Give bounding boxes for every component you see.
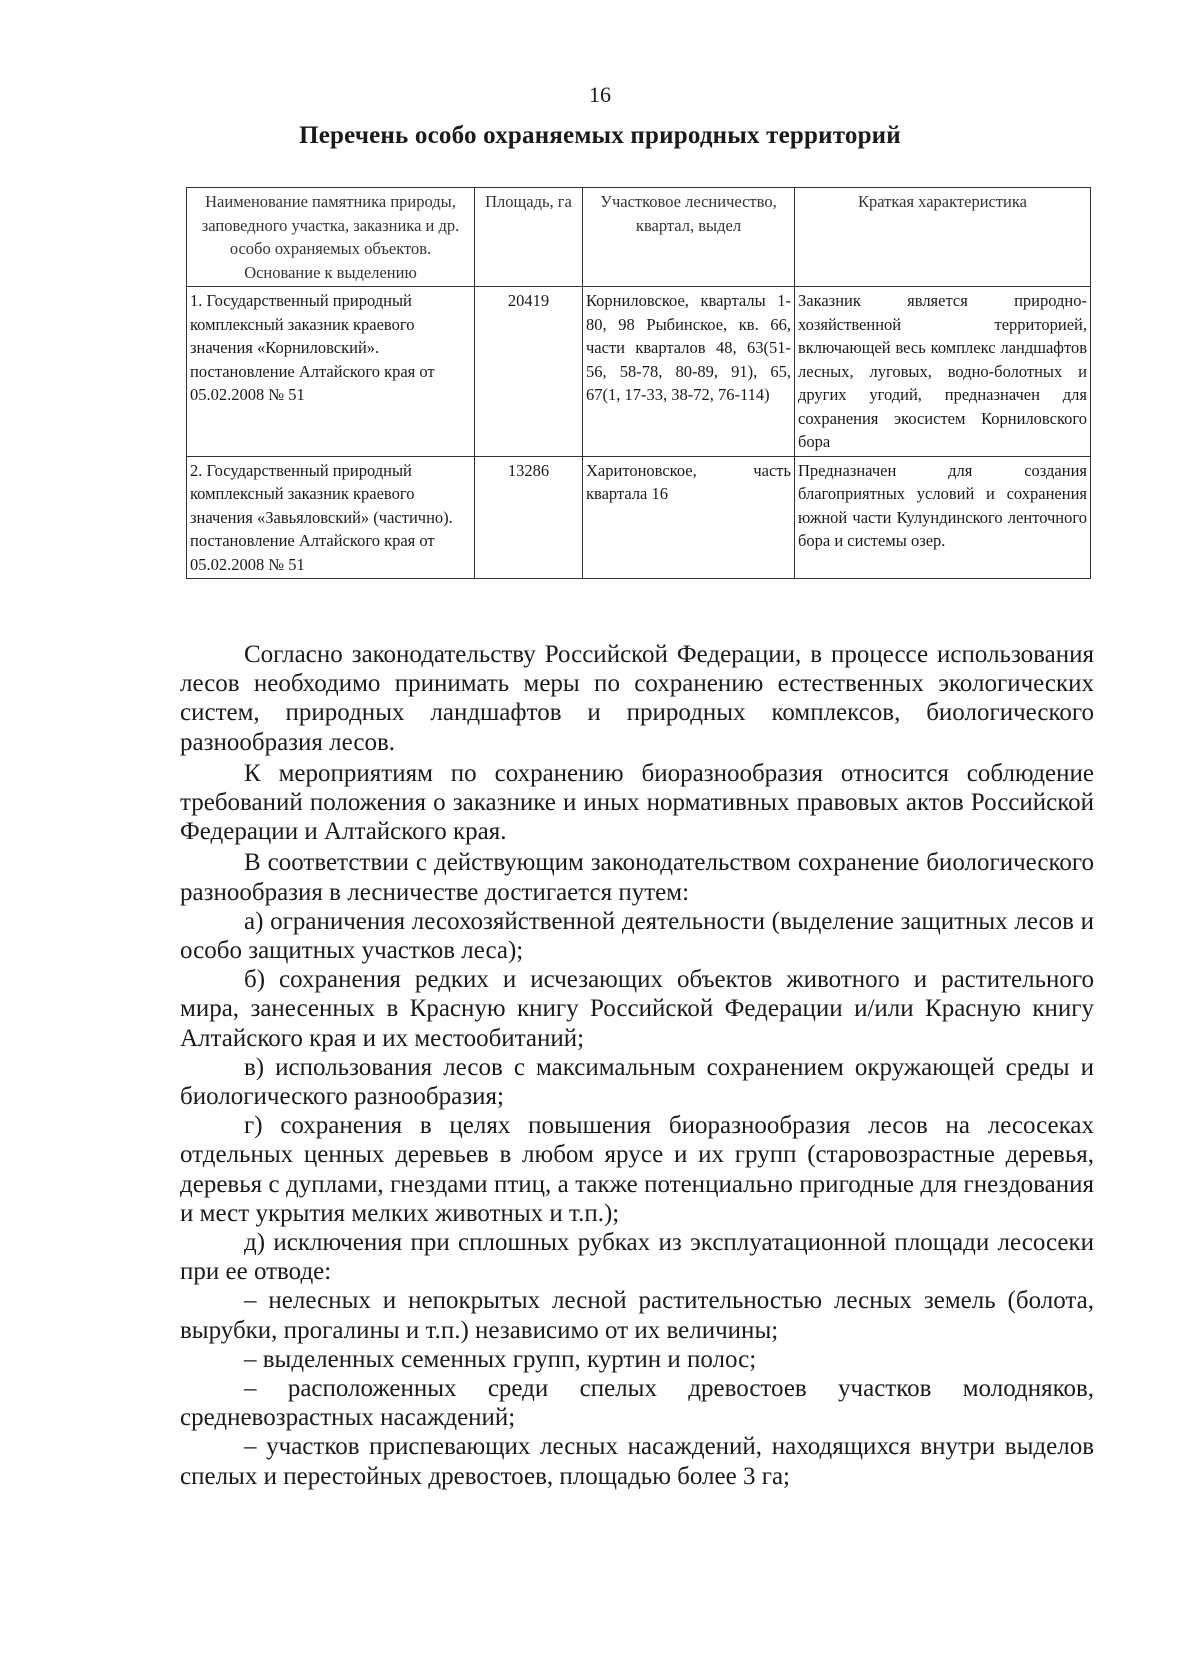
page-title: Перечень особо охраняемых природных территорий — [299, 122, 901, 149]
header-description: Краткая характеристика — [795, 188, 1091, 287]
header-area: Площадь, га — [475, 188, 583, 287]
protected-territories-table — [186, 187, 1091, 579]
list-item: – участков приспевающих лесных насаждений, находящихся внутри выделов спелых и перестойных древостоев, площадью более 3 га; — [180, 1433, 1094, 1490]
cell-location: Харитоновское, часть квартала 16 — [583, 456, 795, 579]
list-item: б) сохранения редких и исчезающих объектов животного и растительного мира, занесенных в Красную книгу Российской Федерации и/или Красную книгу Алтайского края и их местообитаний; — [180, 966, 1094, 1052]
page-number: 16 — [589, 82, 611, 107]
cell-name: 2. Государственный природный комплексный заказник краевого значения «Завьяловский» (частично). постановление Алтайского края от 05.02.2008 № 51 — [187, 456, 475, 579]
list-item: – расположенных среди спелых древостоев участков молодняков, средневозрастных насаждений; — [180, 1375, 1094, 1432]
paragraph: К мероприятиям по сохранению биоразнообразия относится соблюдение требований положения о заказнике и иных нормативных правовых актов Российской Федерации и Алтайского края. — [180, 759, 1094, 846]
cell-name: 1. Государственный природный комплексный заказник краевого значения «Корниловский». постановление Алтайского края от 05.02.2008 № 51 — [187, 287, 475, 457]
list-item: – нелесных и непокрытых лесной растительностью лесных земель (болота, вырубки, прогалины и т.п.) независимо от их величины; — [180, 1287, 1094, 1344]
cell-area: 20419 — [475, 287, 583, 457]
list-item: – выделенных семенных групп, куртин и полос; — [244, 1345, 757, 1373]
paragraph: Согласно законодательству Российской Федерации, в процессе использования лесов необходимо принимать меры по сохранению естественных экологических систем, природных ландшафтов и природных комплексов, биологического разнообразия лесов. — [180, 641, 1094, 756]
header-name: Наименование памятника природы, заповедного участка, заказника и др. особо охраняемых объектов. Основание к выделению — [187, 188, 475, 287]
list-item: д) исключения при сплошных рубках из эксплуатационной площади лесосеки при ее отводе: — [180, 1229, 1094, 1286]
list-item: в) использования лесов с максимальным сохранением окружающей среды и биологического разнообразия; — [180, 1053, 1094, 1111]
cell-description: Заказник является природно-хозяйственной территорией, включающей весь комплекс ландшафтов лесных, луговых, водно-болотных и других угодий, предназначен для сохранения экосистем Корниловского бора — [795, 287, 1091, 457]
cell-area: 13286 — [475, 456, 583, 579]
table-row — [187, 287, 1091, 457]
table-header-row — [187, 188, 1091, 287]
paragraph: В соответствии с действующим законодательством сохранение биологического разнообразия в лесничестве достигается путем: — [180, 849, 1094, 906]
list-item: а) ограничения лесохозяйственной деятельности (выделение защитных лесов и особо защитных участков леса); — [180, 907, 1094, 965]
cell-description: Предназначен для создания благоприятных условий и сохранения южной части Кулундинского ленточного бора и системы озер. — [795, 456, 1091, 579]
header-location: Участковое лесничество, квартал, выдел — [583, 188, 795, 287]
cell-location: Корниловское, кварталы 1-80, 98 Рыбинское, кв. 66, части кварталов 48, 63(51-56, 58-78, 80-89, 91), 65, 67(1, 17-33, 38-72, 76-114) — [583, 287, 795, 457]
body-text — [180, 640, 1094, 1491]
list-item: г) сохранения в целях повышения биоразнообразия лесов на лесосеках отдельных ценных деревьев в любом ярусе и их групп (старовозрастные деревья, деревья с дуплами, гнездами птиц, а также потенциально пригодные для гнездования и мест укрытия мелких животных и т.п.); — [180, 1112, 1094, 1227]
table-row — [187, 456, 1091, 579]
